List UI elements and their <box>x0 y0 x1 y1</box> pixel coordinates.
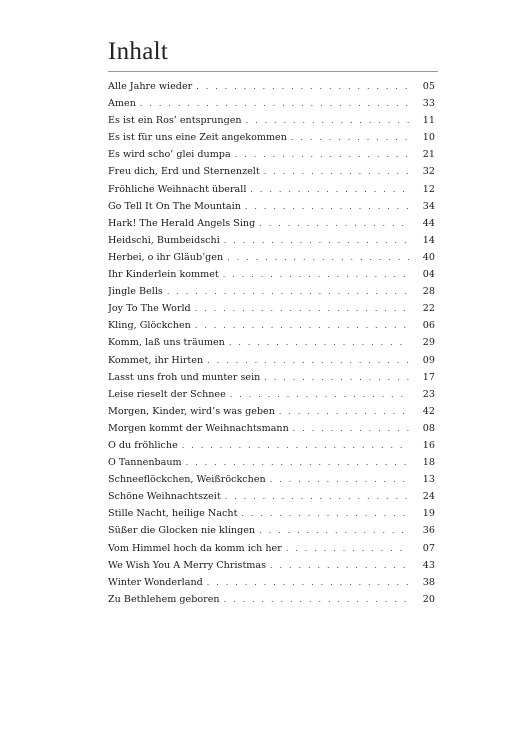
toc-entry-title: Morgen, Kinder, wird’s was geben <box>108 405 275 417</box>
toc-entry-page-number: 22 <box>422 303 435 315</box>
toc-entry-page-number: 07 <box>422 542 435 554</box>
dot-leader <box>286 540 409 557</box>
dot-leader <box>230 386 409 403</box>
dot-leader <box>293 420 409 437</box>
toc-entry-title: Leise rieselt der Schnee <box>108 388 226 400</box>
toc-entry[interactable] <box>108 78 435 95</box>
toc-entry-title: Winter Wonderland <box>108 576 203 588</box>
toc-entry-title: O Tannenbaum <box>108 457 182 469</box>
dot-leader <box>207 352 409 369</box>
dot-leader <box>186 454 409 471</box>
toc-entry-title: Ihr Kinderlein kommet <box>108 269 219 281</box>
toc-entry-page-number: 23 <box>422 388 435 400</box>
dot-leader <box>259 215 409 232</box>
toc-entry-page-number: 36 <box>422 525 435 537</box>
toc-entry-page-number: 20 <box>422 593 435 605</box>
toc-entry-page-number: 18 <box>422 457 435 469</box>
dot-leader <box>279 403 409 420</box>
toc-entry-page-number: 11 <box>422 115 435 127</box>
toc-entry-title: Es ist für uns eine Zeit angekommen <box>108 132 287 144</box>
toc-entry-page-number: 42 <box>422 405 435 417</box>
page-title: Inhalt <box>108 38 169 65</box>
toc-entry-page-number: 10 <box>422 132 435 144</box>
toc-entry-page-number: 40 <box>422 251 435 263</box>
toc-entry[interactable] <box>108 437 435 454</box>
toc-entry-page-number: 13 <box>422 474 435 486</box>
toc-entry-title: Alle Jahre wieder <box>108 81 193 92</box>
toc-entry[interactable] <box>108 163 435 180</box>
toc-entry[interactable] <box>108 146 435 163</box>
toc-entry[interactable] <box>108 471 435 488</box>
toc-entry-title: Schöne Weihnachtszeit <box>108 491 221 503</box>
dot-leader <box>250 181 409 198</box>
toc-entry[interactable] <box>108 232 435 249</box>
toc-entry[interactable] <box>108 95 435 112</box>
dot-leader <box>259 522 409 539</box>
dot-leader <box>227 249 409 266</box>
dot-leader <box>270 557 409 574</box>
dot-leader <box>224 232 409 249</box>
toc-entry-page-number: 16 <box>422 439 435 451</box>
toc-entry-title: Es ist ein Ros’ entsprungen <box>108 115 242 127</box>
toc-entry-title: Freu dich, Erd und Sternenzelt <box>108 166 260 178</box>
dot-leader <box>225 488 409 505</box>
dot-leader <box>229 334 409 351</box>
toc-entry[interactable] <box>108 403 435 420</box>
dot-leader <box>246 112 409 129</box>
toc-entry[interactable] <box>108 488 435 505</box>
toc-entry-title: Lasst uns froh und munter sein <box>108 371 261 383</box>
toc-entry[interactable] <box>108 574 435 591</box>
toc-entry-title: Süßer die Glocken nie klingen <box>108 525 256 537</box>
toc-entry-title: Vom Himmel hoch da komm ich her <box>108 542 282 554</box>
dot-leader <box>224 591 409 608</box>
toc-entry-title: Hark! The Herald Angels Sing <box>108 217 256 229</box>
dot-leader <box>235 146 409 163</box>
toc-entry-page-number: 04 <box>422 269 435 281</box>
toc-entry[interactable] <box>108 300 435 317</box>
toc-entry[interactable] <box>108 540 435 557</box>
dot-leader <box>270 471 409 488</box>
title-divider <box>108 71 438 72</box>
toc-entry-page-number: 28 <box>422 286 435 298</box>
dot-leader <box>264 369 409 386</box>
toc-entry-page-number: 43 <box>422 559 435 571</box>
toc-entry[interactable] <box>108 266 435 283</box>
toc-entry-title: O du fröhliche <box>108 439 178 451</box>
toc-entry-page-number: 38 <box>422 576 435 588</box>
toc-entry-title: Morgen kommt der Weihnachtsmann <box>108 422 289 434</box>
toc-entry-page-number: 09 <box>422 354 435 366</box>
toc-entry-page-number: 44 <box>422 217 435 229</box>
toc-entry-page-number: 06 <box>422 320 435 332</box>
toc-entry-title: Heidschi, Bumbeidschi <box>108 234 220 246</box>
toc-entry-page-number: 08 <box>422 422 435 434</box>
toc-entry-page-number: 14 <box>422 234 435 246</box>
toc-entry[interactable] <box>108 386 435 403</box>
dot-leader <box>207 574 409 591</box>
toc-entry-title: Kommet, ihr Hirten <box>108 354 204 366</box>
toc-entry-title: Stille Nacht, heilige Nacht <box>108 508 238 520</box>
toc-entry-page-number: 19 <box>422 508 435 520</box>
toc-entry-title: Schneeflöckchen, Weißröckchen <box>108 474 266 486</box>
toc-entry[interactable] <box>108 352 435 369</box>
toc-entry-title: Komm, laß uns träumen <box>108 337 225 349</box>
toc-entry-page-number: 32 <box>422 166 435 178</box>
toc-entry[interactable] <box>108 454 435 471</box>
dot-leader <box>195 300 409 317</box>
toc-entry-title: We Wish You A Merry Christmas <box>108 559 267 571</box>
toc-entry[interactable] <box>108 181 435 198</box>
toc-entry[interactable] <box>108 249 435 266</box>
toc-entry-title: Es wird scho’ glei dumpa <box>108 149 231 161</box>
dot-leader <box>167 283 409 300</box>
dot-leader <box>196 78 409 95</box>
toc-entry-page-number: 24 <box>422 491 435 503</box>
toc-entry-title: Zu Bethlehem geboren <box>108 593 220 605</box>
toc-entry[interactable] <box>108 198 435 215</box>
dot-leader <box>223 266 409 283</box>
dot-leader <box>291 129 409 146</box>
dot-leader <box>195 317 409 334</box>
toc-entry[interactable] <box>108 557 435 574</box>
dot-leader <box>182 437 409 454</box>
toc-entry-page-number: 05 <box>422 81 435 92</box>
toc-entry-page-number: 33 <box>422 98 435 110</box>
toc-entry-page-number: 17 <box>422 371 435 383</box>
toc-entry[interactable] <box>108 505 435 522</box>
toc-entry[interactable] <box>108 420 435 437</box>
toc-entry[interactable] <box>108 591 435 608</box>
toc-entry[interactable] <box>108 215 435 232</box>
dot-leader <box>241 505 409 522</box>
toc-entry-title: Fröhliche Weihnacht überall <box>108 183 247 195</box>
toc-entry-title: Jingle Bells <box>108 286 163 298</box>
toc-entry-page-number: 21 <box>422 149 435 161</box>
toc-entry-page-number: 34 <box>422 200 435 212</box>
toc-entry-page-number: 12 <box>422 183 435 195</box>
toc-entry[interactable] <box>108 369 435 386</box>
toc-entry[interactable] <box>108 112 435 129</box>
toc-entry[interactable] <box>108 283 435 300</box>
table-of-contents <box>108 78 435 608</box>
toc-entry-title: Amen <box>108 98 136 110</box>
dot-leader <box>264 163 409 180</box>
toc-entry-title: Herbei, o ihr Gläub’gen <box>108 251 224 263</box>
toc-entry[interactable] <box>108 317 435 334</box>
dot-leader <box>245 198 409 215</box>
toc-entry[interactable] <box>108 334 435 351</box>
toc-entry-title: Joy To The World <box>108 303 191 315</box>
toc-entry[interactable] <box>108 522 435 539</box>
dot-leader <box>140 95 409 112</box>
toc-entry-title: Go Tell It On The Mountain <box>108 200 241 212</box>
toc-entry-page-number: 29 <box>422 337 435 349</box>
toc-entry-title: Kling, Glöckchen <box>108 320 191 332</box>
toc-entry[interactable] <box>108 129 435 146</box>
